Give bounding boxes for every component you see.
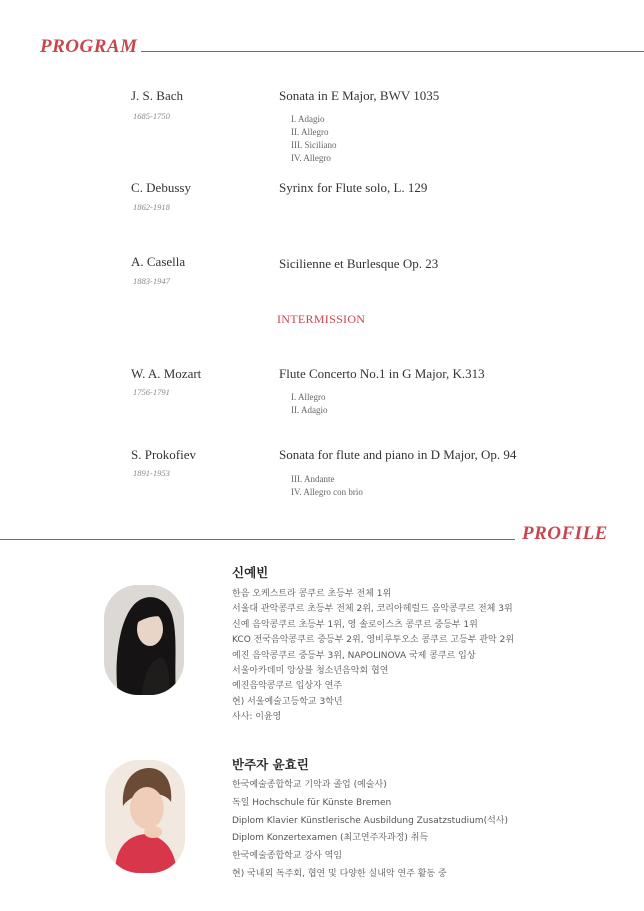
movement-list xyxy=(291,113,337,165)
bio-line: 신예 음악콩쿠르 초등부 1위, 영 솔로이스츠 콩쿠르 중등부 1위 xyxy=(232,619,478,630)
movement: III. Siciliano xyxy=(291,140,337,150)
intermission-label: INTERMISSION xyxy=(277,312,366,326)
bio-line: KCO 전국음악콩쿠르 중등부 2위, 영비루투오소 콩쿠르 고등부 관악 2위 xyxy=(232,635,515,646)
work-title: Sonata for flute and piano in D Major, Op. 94 xyxy=(279,447,517,462)
bio-line: 사사: 이윤영 xyxy=(232,712,282,723)
bio-line: 서울아카데미 앙상블 청소년음악회 협연 xyxy=(232,666,389,677)
bio-line: 독일 Hochschule für Künste Bremen xyxy=(232,797,392,808)
movement: IV. Allegro con brio xyxy=(291,487,363,497)
movement: II. Adagio xyxy=(291,405,328,415)
composer-name: W. A. Mozart xyxy=(131,366,202,381)
composer-name: S. Prokofiev xyxy=(131,447,196,462)
composer-years: 1685-1750 xyxy=(133,111,170,121)
accompanist-bio xyxy=(232,777,508,884)
composer-years: 1891-1953 xyxy=(133,468,170,478)
performer-photo xyxy=(104,585,184,695)
composer-name: C. Debussy xyxy=(131,180,191,195)
movement-list xyxy=(291,473,363,499)
bio-line: 서울대 관악콩쿠르 초등부 전체 2위, 코리아헤럴드 음악콩쿠르 전체 3위 xyxy=(232,604,513,615)
accompanist-photo xyxy=(105,760,185,873)
bio-line: 예진음악콩쿠르 입상자 연주 xyxy=(232,681,343,692)
program-rule xyxy=(141,51,644,52)
composer-years: 1883-1947 xyxy=(133,276,170,286)
movement: I. Adagio xyxy=(291,114,325,124)
bio-line: 예진 음악콩쿠르 중등부 3위, NAPOLINOVA 국제 콩쿠르 입상 xyxy=(232,650,476,661)
accompanist-portrait xyxy=(105,760,185,873)
composer-name: A. Casella xyxy=(131,254,186,269)
composer-years: 1756-1791 xyxy=(133,387,170,397)
bio-line: 현) 서울예술고등학교 3학년 xyxy=(232,696,343,707)
profile-rule xyxy=(0,539,515,540)
bio-line: Diplom Konzertexamen (최고연주자과정) 취득 xyxy=(232,833,429,844)
performer-bio xyxy=(232,587,514,726)
work-title: Sonata in E Major, BWV 1035 xyxy=(279,88,440,103)
movement: III. Andante xyxy=(291,474,335,484)
composer-name: J. S. Bach xyxy=(131,88,183,103)
work-title: Syrinx for Flute solo, L. 129 xyxy=(279,180,428,195)
bio-line: 현) 국내외 독주회, 협연 및 다양한 실내악 연주 활동 중 xyxy=(232,868,447,879)
profile-heading: PROFILE xyxy=(522,523,608,544)
work-title: Flute Concerto No.1 in G Major, K.313 xyxy=(279,366,485,381)
composer-years: 1862-1918 xyxy=(133,202,170,212)
bio-line: 한국예술종합학교 강사 역임 xyxy=(232,851,343,862)
performer-portrait xyxy=(104,585,184,695)
movement: I. Allegro xyxy=(291,392,326,402)
work-title: Sicilienne et Burlesque Op. 23 xyxy=(279,256,439,271)
movement-list xyxy=(291,391,328,417)
bio-line: 한음 오케스트라 콩쿠르 초등부 전체 1위 xyxy=(232,589,392,599)
movement: IV. Allegro xyxy=(291,153,331,163)
program-heading: PROGRAM xyxy=(40,36,138,57)
movement: II. Allegro xyxy=(291,127,329,137)
bio-line: Diplom Klavier Künstlerische Ausbildung Zusatzstudium(석사) xyxy=(232,815,508,826)
bio-line: 한국예술종합학교 기악과 졸업 (예술사) xyxy=(232,780,387,790)
accompanist-name: 반주자 윤효린 xyxy=(232,757,309,772)
performer-name: 신예빈 xyxy=(232,565,269,580)
